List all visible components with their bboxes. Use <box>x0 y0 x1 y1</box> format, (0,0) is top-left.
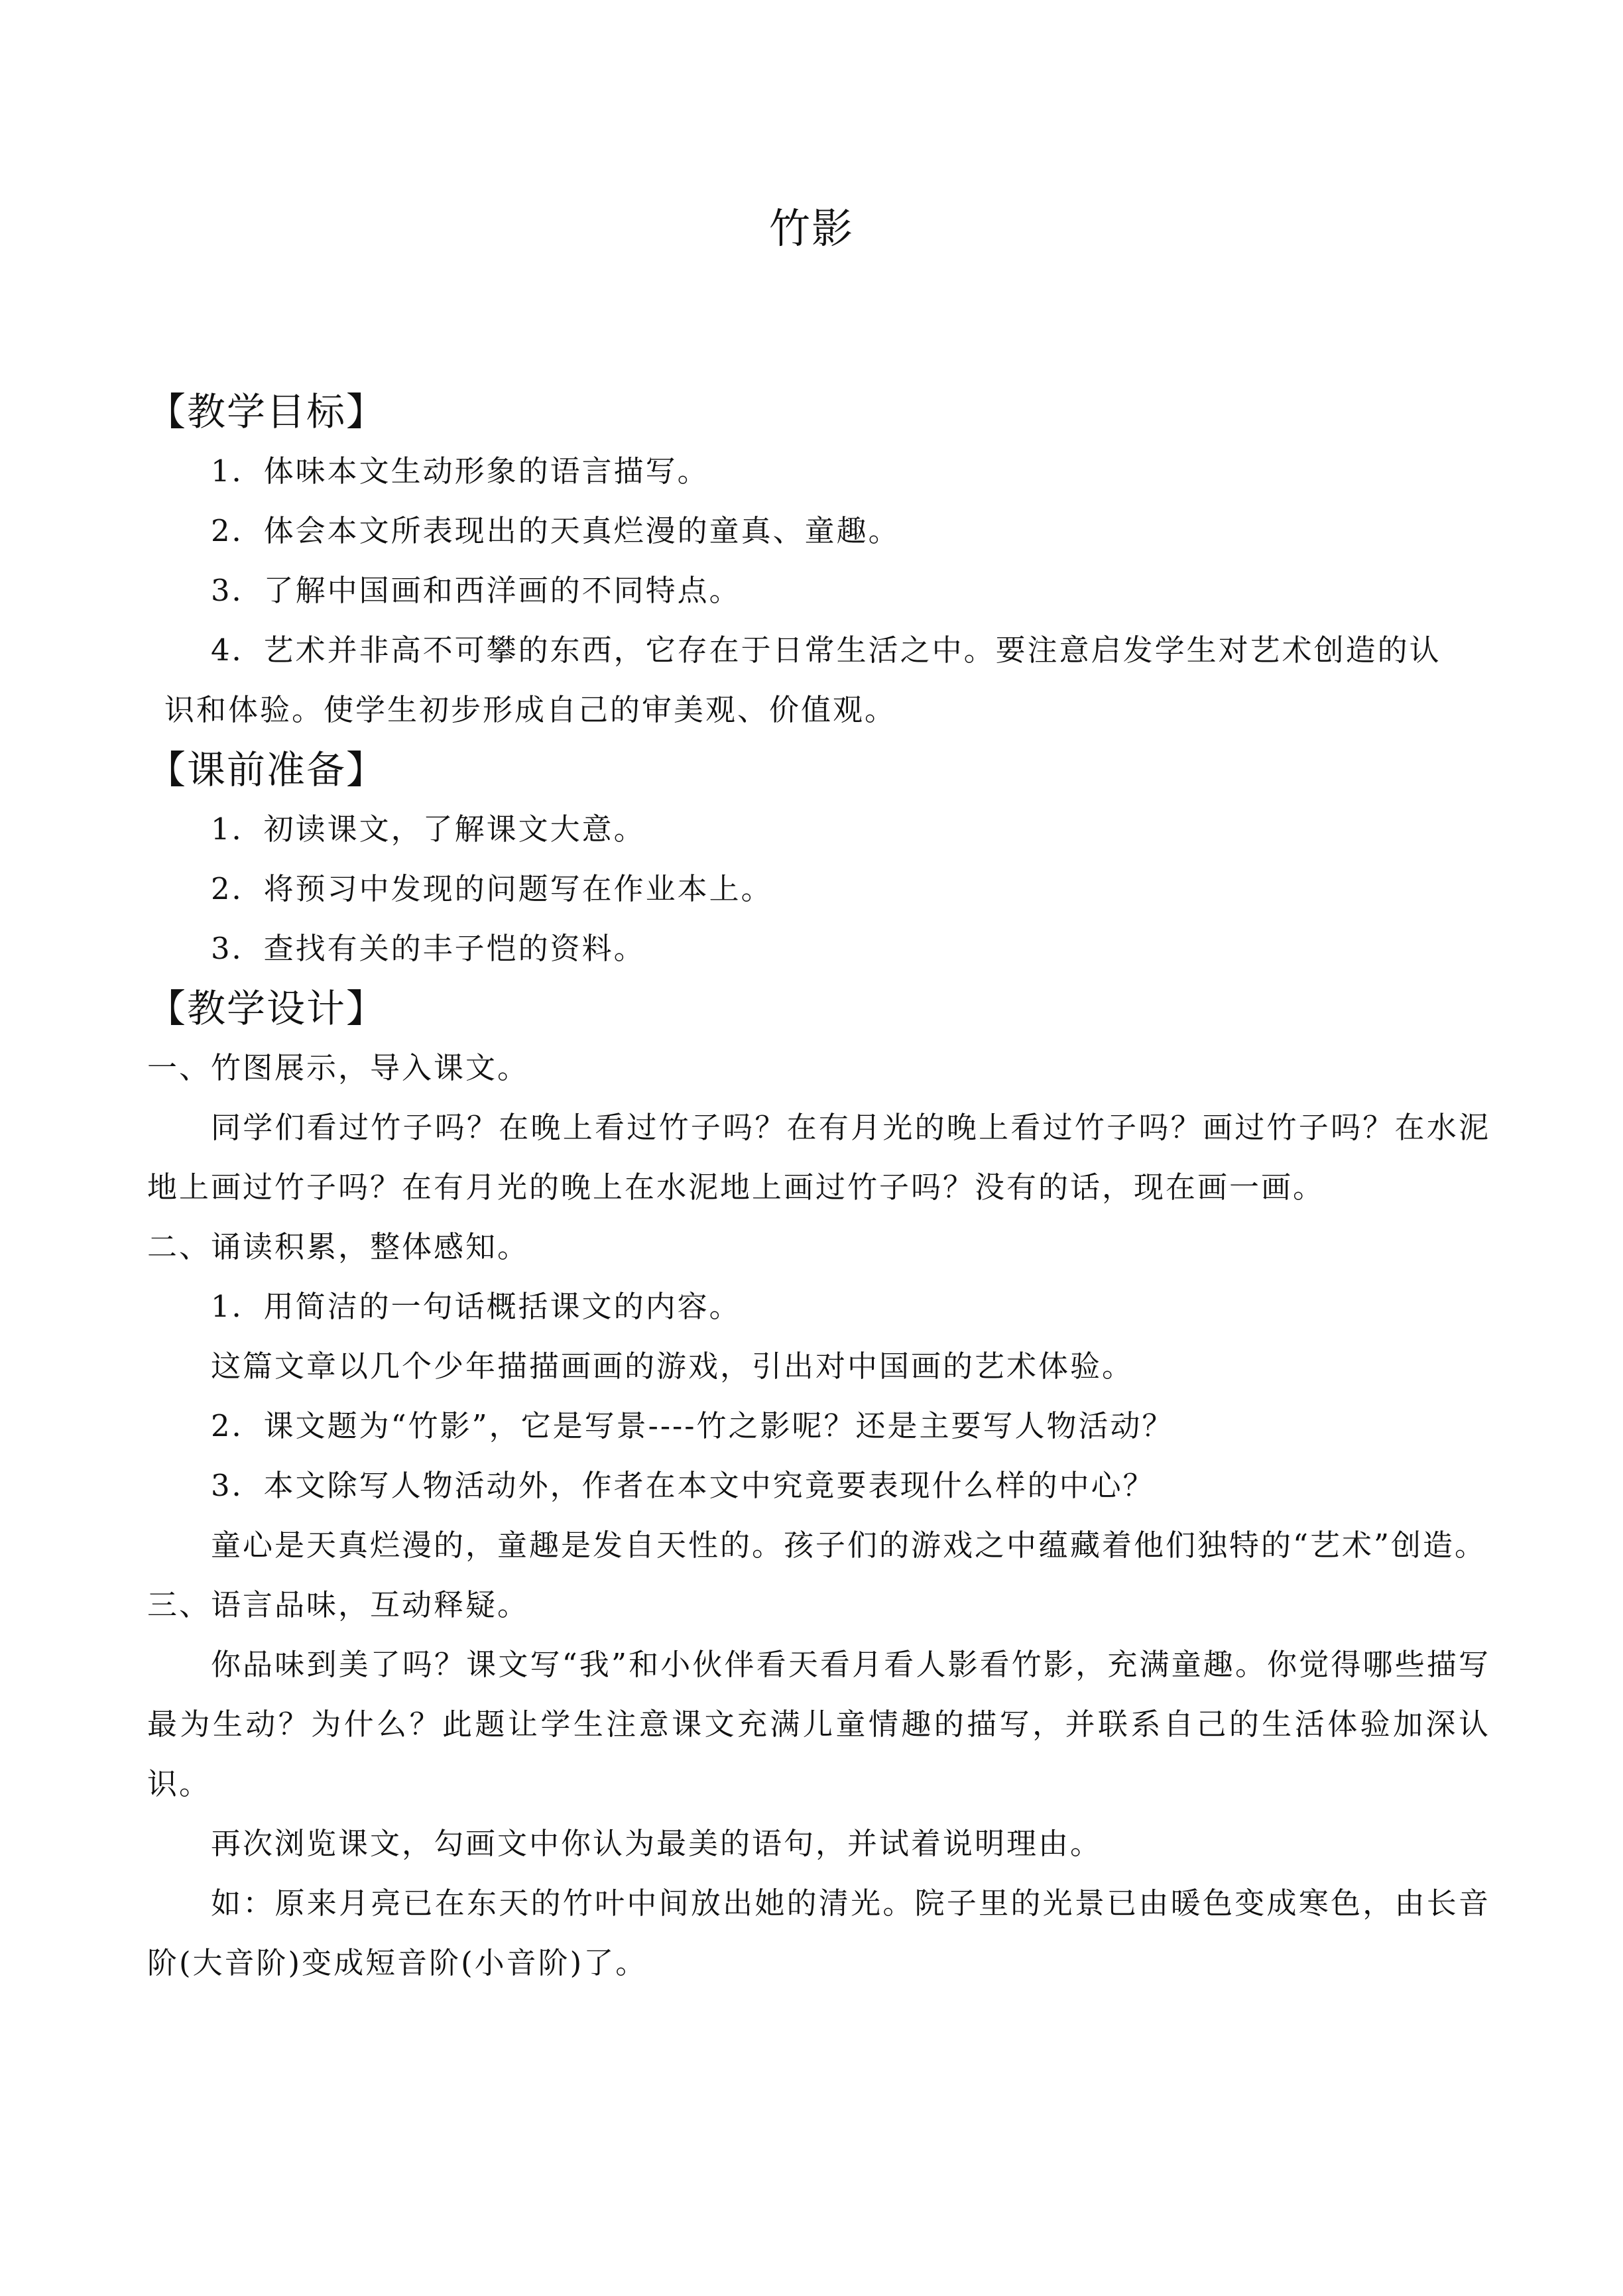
document-body <box>147 382 1490 1993</box>
goal-item: 2．体会本文所表现出的天真烂漫的童真、童趣。 <box>211 513 900 548</box>
design-part1-paragraph: 同学们看过竹子吗？在晚上看过竹子吗？在有月光的晚上看过竹子吗？画过竹子吗？在水泥地上画过竹子吗？在有月光的晚上在水泥地上画过竹子吗？没有的话，现在画一画。 <box>147 1110 1490 1205</box>
prep-item: 1．初读课文，了解课文大意。 <box>211 812 646 847</box>
section-heading-design: 【教学设计】 <box>147 986 387 1031</box>
design-part1-title: 一、竹图展示，导入课文。 <box>147 1050 530 1085</box>
prep-item: 3．查找有关的丰子恺的资料。 <box>211 931 646 966</box>
design-part2-question: 1．用简洁的一句话概括课文的内容。 <box>211 1289 741 1324</box>
design-part3-paragraph: 你品味到美了吗？课文写“我”和小伙伴看天看月看人影看竹影，充满童趣。你觉得哪些描写最为生动？为什么？此题让学生注意课文充满儿童情趣的描写，并联系自己的生活体验加深认识。 <box>147 1647 1490 1801</box>
section-heading-goals: 【教学目标】 <box>147 389 387 434</box>
design-part2-title: 二、诵读积累，整体感知。 <box>147 1229 530 1264</box>
goal-item: 4．艺术并非高不可攀的东西，它存在于日常生活之中。要注意启发学生对艺术创造的认 <box>211 633 1441 668</box>
design-part3-title: 三、语言品味，互动释疑。 <box>147 1587 530 1622</box>
design-part2-answer: 这篇文章以几个少年描描画画的游戏，引出对中国画的艺术体验。 <box>211 1349 1134 1384</box>
goal-item: 1．体味本文生动形象的语言描写。 <box>211 453 709 489</box>
goal-item: 3．了解中国画和西洋画的不同特点。 <box>211 573 741 608</box>
document-title: 竹影 <box>768 204 854 253</box>
design-part2-question: 2．课文题为“竹影”，它是写景----竹之影呢？还是主要写人物活动？ <box>211 1408 1174 1443</box>
design-part2-question: 3．本文除写人物活动外，作者在本文中究竟要表现什么样的中心？ <box>211 1468 1155 1503</box>
design-part3-paragraph: 再次浏览课文，勾画文中你认为最美的语句，并试着说明理由。 <box>211 1826 1103 1861</box>
section-heading-prep: 【课前准备】 <box>147 747 387 792</box>
prep-item: 2．将预习中发现的问题写在作业本上。 <box>211 871 773 906</box>
design-part2-answer: 童心是天真烂漫的，童趣是发自天性的。孩子们的游戏之中蕴藏着他们独特的“艺术”创造。 <box>211 1528 1487 1563</box>
goal-item-continued: 识和体验。使学生初步形成自己的审美观、价值观。 <box>164 692 897 727</box>
design-part3-paragraph: 如：原来月亮已在东天的竹叶中间放出她的清光。院子里的光景已由暖色变成寒色，由长音阶(大音阶)变成短音阶(小音阶)了。 <box>147 1886 1490 1980</box>
